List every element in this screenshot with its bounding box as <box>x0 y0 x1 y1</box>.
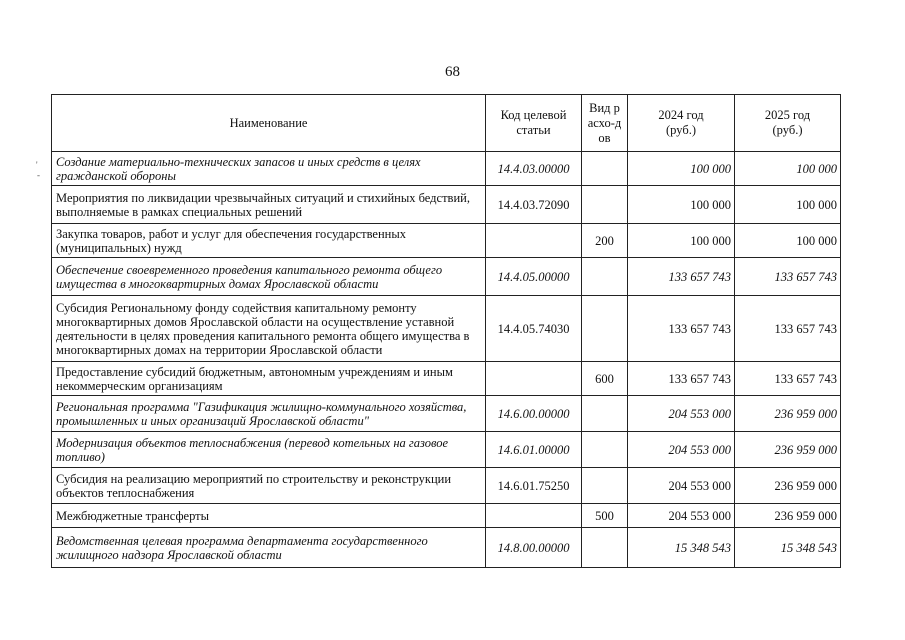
cell-2025: 100 000 <box>735 152 841 186</box>
cell-2024: 15 348 543 <box>628 528 735 568</box>
table-row <box>52 186 841 224</box>
table-row <box>52 504 841 528</box>
cell-name: Межбюджетные трансферты <box>52 504 486 528</box>
header-2025-label: 2025 год (руб.) <box>764 108 811 137</box>
margin-mark: ' <box>36 160 38 170</box>
cell-2025: 133 657 743 <box>735 258 841 296</box>
cell-name: Региональная программа "Газификация жилищно-коммунального хозяйства, промышленных и иных организаций Ярославской области" <box>52 396 486 432</box>
cell-2024: 204 553 000 <box>628 468 735 504</box>
cell-code: 14.6.01.00000 <box>486 432 582 468</box>
cell-name: Ведомственная целевая программа департамента государственного жилищного надзора Ярославской области <box>52 528 486 568</box>
header-name: Наименование <box>52 95 486 152</box>
cell-kind <box>582 468 628 504</box>
cell-kind <box>582 258 628 296</box>
cell-2025: 100 000 <box>735 186 841 224</box>
header-2024-label: 2024 год (руб.) <box>658 108 704 137</box>
header-2024 <box>628 95 735 152</box>
cell-code <box>486 362 582 396</box>
cell-kind: 200 <box>582 224 628 258</box>
table-header-row <box>52 95 841 152</box>
cell-code: 14.4.03.72090 <box>486 186 582 224</box>
header-kind <box>582 95 628 152</box>
table-row <box>52 296 841 362</box>
table-row <box>52 432 841 468</box>
cell-name: Обеспечение своевременного проведения капитального ремонта общего имущества в многоквартирных домах Ярославской области <box>52 258 486 296</box>
cell-name: Создание материально-технических запасов и иных средств в целях гражданской обороны <box>52 152 486 186</box>
cell-2025: 100 000 <box>735 224 841 258</box>
cell-2025: 236 959 000 <box>735 468 841 504</box>
cell-2024: 100 000 <box>628 224 735 258</box>
cell-kind <box>582 296 628 362</box>
cell-2025: 15 348 543 <box>735 528 841 568</box>
table-row <box>52 362 841 396</box>
cell-code: 14.4.03.00000 <box>486 152 582 186</box>
table-row <box>52 224 841 258</box>
cell-2025: 236 959 000 <box>735 432 841 468</box>
cell-name: Закупка товаров, работ и услуг для обеспечения государственных (муниципальных) нужд <box>52 224 486 258</box>
cell-name: Субсидия на реализацию мероприятий по строительству и реконструкции объектов теплоснабжения <box>52 468 486 504</box>
cell-kind: 600 <box>582 362 628 396</box>
budget-table <box>51 94 841 568</box>
table-body <box>52 152 841 568</box>
cell-kind <box>582 152 628 186</box>
cell-kind <box>582 528 628 568</box>
table-row <box>52 468 841 504</box>
cell-kind <box>582 432 628 468</box>
header-kind-label: Вид расхо-дов <box>587 100 622 145</box>
cell-name: Субсидия Региональному фонду содействия капитальному ремонту многоквартирных домов Ярославской области на осуществление уставной деятельности в целях проведения капитального ремонта общего имущества в многоквартирных домах на территории Ярославской области <box>52 296 486 362</box>
cell-kind <box>582 396 628 432</box>
cell-code <box>486 224 582 258</box>
cell-kind: 500 <box>582 504 628 528</box>
header-2025 <box>735 95 841 152</box>
cell-2025: 236 959 000 <box>735 504 841 528</box>
cell-name: Модернизация объектов теплоснабжения (перевод котельных на газовое топливо) <box>52 432 486 468</box>
cell-2024: 133 657 743 <box>628 296 735 362</box>
cell-code: 14.8.00.00000 <box>486 528 582 568</box>
cell-2024: 100 000 <box>628 186 735 224</box>
cell-2024: 133 657 743 <box>628 362 735 396</box>
cell-code: 14.4.05.00000 <box>486 258 582 296</box>
cell-2024: 100 000 <box>628 152 735 186</box>
cell-2024: 204 553 000 <box>628 504 735 528</box>
page-number: 68 <box>445 64 460 80</box>
margin-mark: - <box>37 170 40 180</box>
header-code: Код целевой статьи <box>486 95 582 152</box>
table-row <box>52 528 841 568</box>
cell-2025: 236 959 000 <box>735 396 841 432</box>
cell-kind <box>582 186 628 224</box>
cell-code: 14.4.05.74030 <box>486 296 582 362</box>
cell-name: Мероприятия по ликвидации чрезвычайных ситуаций и стихийных бедствий, выполняемые в рамках специальных решений <box>52 186 486 224</box>
cell-code <box>486 504 582 528</box>
cell-2024: 204 553 000 <box>628 396 735 432</box>
cell-code: 14.6.01.75250 <box>486 468 582 504</box>
table-row <box>52 152 841 186</box>
cell-2024: 204 553 000 <box>628 432 735 468</box>
cell-code: 14.6.00.00000 <box>486 396 582 432</box>
cell-2025: 133 657 743 <box>735 296 841 362</box>
table-row <box>52 396 841 432</box>
cell-name: Предоставление субсидий бюджетным, автономным учреждениям и иным некоммерческим организациям <box>52 362 486 396</box>
cell-2024: 133 657 743 <box>628 258 735 296</box>
table-row <box>52 258 841 296</box>
cell-2025: 133 657 743 <box>735 362 841 396</box>
